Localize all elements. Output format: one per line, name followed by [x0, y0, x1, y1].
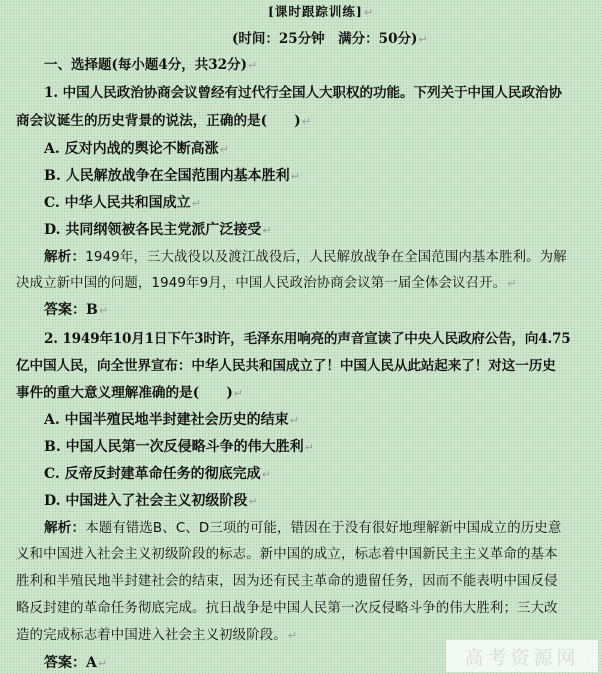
q1-analysis-label: 解析： [44, 249, 86, 265]
exercise-title: [课时跟踪训练]↵ [268, 4, 375, 19]
q2-analysis-line1: 解析：本题有错选B、C、D三项的可能，错因在于没有很好地理解新中国成立的历史意 [44, 520, 562, 536]
q2-stem-line3: 事件的重大意义理解准确的是( )↵ [16, 385, 243, 401]
q2-analysis-line3: 胜利和半殖民地半封建社会的结束，因为还有民主革命的遗留任务，因而不能表明中国反侵 [16, 574, 558, 589]
q2-analysis-line5: 造的完成标志着中国进入社会主义初级阶段。↵ [16, 628, 298, 643]
q2-analysis-line4: 略反封建的革命任务彻底完成。抗日战争是中国人民第一次反侵略斗争的伟大胜利；三大改 [16, 601, 558, 616]
q2-option-b: B. 中国人民第一次反侵略斗争的伟大胜利↵ [44, 439, 314, 455]
q1-stem-line2: 商会议诞生的历史背景的说法，正确的是( )↵ [16, 113, 311, 129]
section-title: 一、选择题(每小题4分，共32分)↵ [44, 57, 258, 73]
q2-stem-line1: 2. 1949年10月1日下午3时许，毛泽东用响亮的声音宣读了中央人民政府公告，向4.75 [44, 331, 571, 347]
time-info: (时间：25分钟 满分：50分)↵ [232, 31, 428, 47]
q2-analysis-label: 解析： [44, 520, 86, 536]
q1-answer: 答案：B↵ [44, 302, 109, 318]
q1-analysis-line2: 决成立新中国的问题，1949年9月，中国人民政治协商会议第一届全体会议召开。↵ [16, 276, 517, 291]
watermark-logo: 高考资源网 [446, 640, 598, 672]
q2-analysis-line2: 义和中国进入社会主义初级阶段的标志。新中国的成立，标志着中国新民主主义革命的基本 [16, 547, 558, 562]
q2-option-d: D. 中国进入了社会主义初级阶段↵ [44, 493, 258, 509]
q2-stem-line2: 亿中国人民，向全世界宣布：中华人民共和国成立了！中国人民从此站起来了！对这一历史 [16, 358, 556, 374]
q1-analysis-line1: 解析：1949年，三大战役以及渡江战役后，人民解放战争在全国范围内基本胜利。为解 [44, 249, 567, 265]
q1-option-a: A. 反对内战的舆论不断高涨↵ [44, 141, 229, 157]
q1-option-b: B. 人民解放战争在全国范围内基本胜利↵ [44, 168, 300, 184]
q1-option-c: C. 中华人民共和国成立↵ [44, 195, 201, 211]
q1-option-d: D. 共同纲领被各民主党派广泛接受↵ [44, 222, 272, 238]
q2-answer: 答案：A↵ [44, 655, 108, 671]
q2-option-c: C. 反帝反封建革命任务的彻底完成↵ [44, 466, 271, 482]
q2-option-a: A. 中国半殖民地半封建社会历史的结束↵ [44, 412, 299, 428]
q1-stem-line1: 1. 中国人民政治协商会议曾经有过代行全国人大职权的功能。下列关于中国人民政治协 [44, 85, 562, 101]
